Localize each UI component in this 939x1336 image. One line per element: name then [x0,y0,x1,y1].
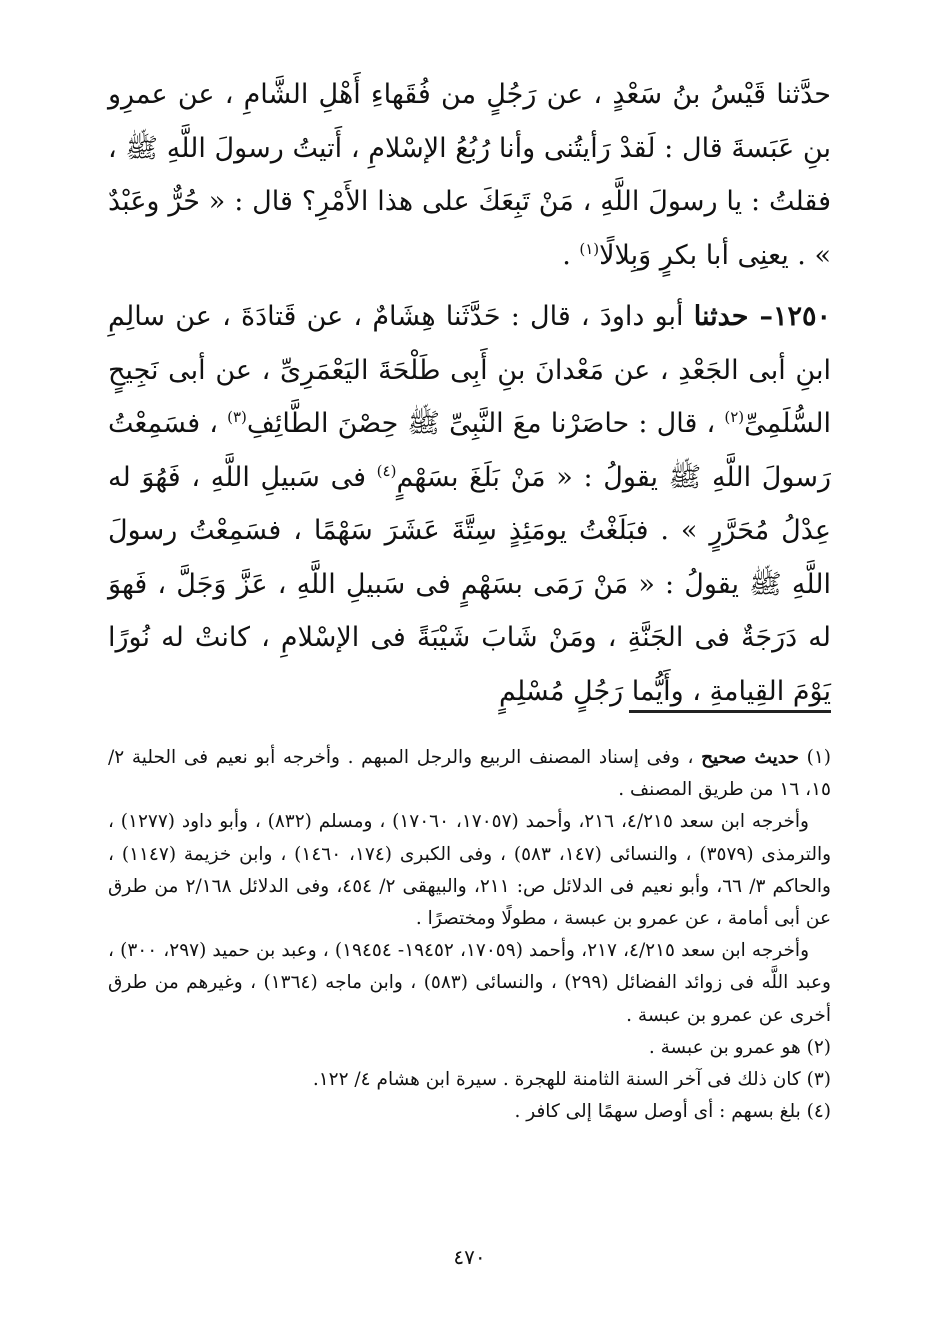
footnote-divider [629,710,831,713]
hadith-lead: – حدثنا [693,301,773,332]
hadith-number: ١٢٥٠ [772,301,831,332]
footnote-ref-3: (٣) [227,408,247,426]
hadith-text-b: ، قال : حاصَرْنا معَ النَّبِىِّ ﷺ حِصْنَ الطَّائِفِ [246,408,725,439]
main-text-body [108,68,831,718]
hadith-text-d: فى سَبيلِ اللَّهِ ، فَهُوَ له عِدْلُ مُحَرَّرٍ » . فبَلَغْتُ يومَئِذٍ سِتَّةَ عَشَرَ سَهْمًا ، فسَمِعْتُ رسولَ اللَّهِ ﷺ يقولُ : « مَنْ رَمَى بسَهْمٍ فى سَبيلِ اللَّهِ ، عَزَّ وَجَلَّ ، فَهوَ له دَرَجَةٌ فى الجَنَّةِ ، ومَنْ شَابَ شَيْبَةً فى الإسْلامِ ، كانتْ له نُورًا يَوْمَ القِيامةِ ، وأَيُّما رَجُلٍ مُسْلِمٍ [108,461,831,707]
footnote-1-paragraph-3: وأخرجه ابن سعد ٤/٢١٥، ٢١٧، وأحمد (١٧٠٥٩، ١٩٤٥٢- ١٩٤٥٤) ، وعبد بن حميد (٢٩٧، ٣٠٠) ، وعبد اللَّه فى زوائد الفضائل (٢٩٩) ، والنسائى (٥٨٣) ، وابن ماجه (١٣٦٤) ، وغيرهم من طرق أخرى عن عمرو بن عبسة . [108,940,831,1026]
footnote-1 [108,742,831,806]
footnote-1-text: ، وفى إسناد المصنف الربيع والرجل المبهم . وأخرجه أبو نعيم فى الحلية ٢/ ١٥، ١٦ من طريق المصنف . [108,747,831,801]
hadith-text-c: ، فسَمِعْتُ رَسولَ اللَّهِ ﷺ يقولُ : « مَنْ بَلَغَ بسَهْمٍ [108,408,831,493]
page-number: ٤٧٠ [453,1245,486,1269]
footnote-ref-1: (١) [579,239,600,258]
paragraph-1-text: حدَّثنا قَيْسُ بنُ سَعْدٍ ، عن رَجُلٍ من فُقَهاءِ أَهْلِ الشَّامِ ، عن عمرِو بنِ عَبَسةَ قال : لَقدْ رَأيتُنى وأنا رُبُعُ الإسْلامِ ، أَتيتُ رسولَ اللَّهِ ﷺ ، فقلتُ : يا رسولَ اللَّهِ ، مَنْ تَبِعَكَ على هذا الأَمْرِ؟ قال : « حُرٌّ وعَبْدٌ » . يعنِى أبا بكرٍ وَبِلالًا [108,79,831,271]
footnote-ref-2: (٢) [724,408,745,426]
hadith-text-a: أبو داودَ ، قال : حَدَّثَنا هِشَامٌ ، عن قَتادَةَ ، عن سالِمِ ابنِ أبى الجَعْدِ ، عن مَعْدانَ بنِ أَبِى طَلْحَةَ اليَعْمَرِىِّ ، عن أبى نَجِيحٍ السُّلَمِىِّ [108,301,831,439]
footnote-1-paragraph-2: وأخرجه ابن سعد ٤/٢١٥، ٢١٦، وأحمد (١٧٠٥٧، ١٧٠٦٠) ، ومسلم (٨٣٢) ، وأبو داود (١٢٧٧) ، والترمذى (٣٥٧٩) ، والنسائى (١٤٧، ٥٨٣) ، وفى الكبرى (١٧٤، ١٤٦٠) ، وابن خزيمة (١١٤٧) ، والحاكم ٣/ ٦٦، وأبو نعيم فى الدلائل ص: ٢١١، والبيهقى ٢/ ٤٥٤، وفى الدلائل ٢/١٦٨ من طرق عن أبى أمامة ، عن عمرو بن عبسة ، مطولًا ومختصرًا . [108,811,832,930]
footnote-4: (٤) بلغ بسهم : أى أوصل سهمًا إلى كافر . [514,1101,831,1123]
paragraph-hadith-1250 [108,290,831,718]
footnote-1-grading: حديث صحيح [701,747,799,768]
footnote-1-marker: (١) [806,747,831,768]
paragraph-1 [108,68,831,282]
footnote-ref-4: (٤) [376,461,397,480]
footnote-3: (٣) كان ذلك فى آخر السنة الثامنة للهجرة . سيرة ابن هشام ٤/ ١٢٢. [312,1069,831,1091]
paragraph-1-end: . [562,239,580,271]
footnotes-section [108,742,831,1128]
footnote-2: (٢) هو عمرو بن عبسة . [648,1036,831,1058]
